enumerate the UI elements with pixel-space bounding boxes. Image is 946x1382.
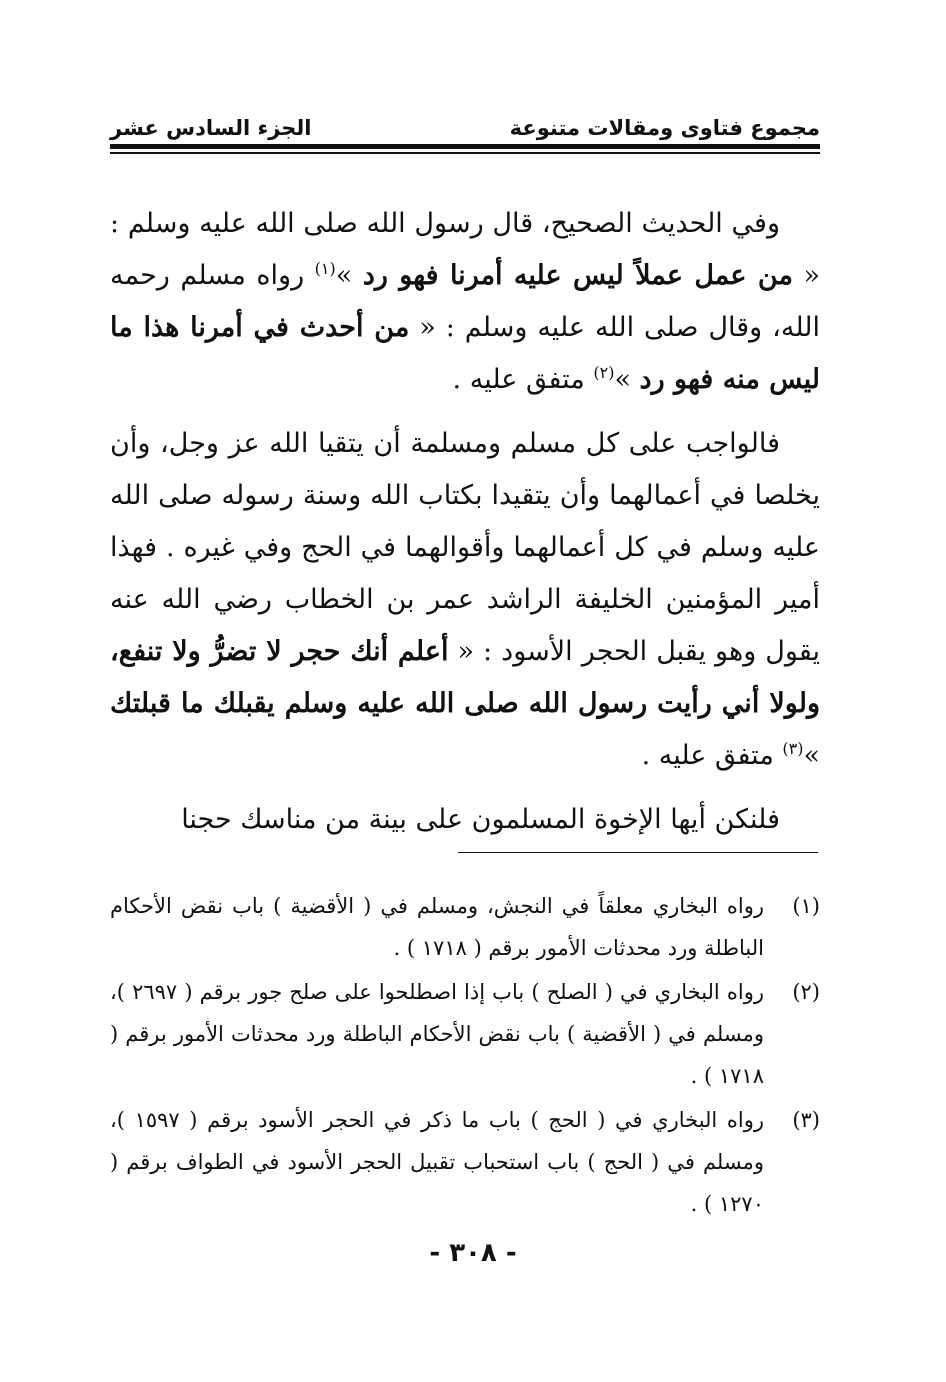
footnote-ref-3: (٣) bbox=[782, 739, 804, 758]
footnote-item bbox=[110, 885, 820, 969]
hadith-quote-2: من أحدث في أمرنا هذا ما ليس منه فهو رد bbox=[110, 312, 820, 395]
p1-text-a: وفي الحديث الصحيح، قال رسول الله صلى الله عليه وسلم : « bbox=[110, 208, 820, 291]
running-header bbox=[110, 104, 820, 140]
header-rule-thick bbox=[110, 144, 820, 149]
footnote-item bbox=[110, 1099, 820, 1225]
paragraph-1 bbox=[110, 198, 820, 406]
volume-label: الجزء السادس عشر bbox=[110, 116, 312, 140]
paragraph-2 bbox=[110, 418, 820, 782]
footnote-text: رواه البخاري في ( الصلح ) باب إذا اصطلحوا على صلح جور برقم ( ٢٦٩٧ )، ومسلم في ( الأقضية ) باب نقض الأحكام الباطلة ورد محدثات الأمور برقم ( ١٧١٨ ) . bbox=[110, 980, 764, 1088]
p1-text-c: » bbox=[335, 260, 363, 291]
footnote-ref-1: (١) bbox=[314, 259, 336, 278]
hadith-quote-1: من عمل عملاً ليس عليه أمرنا فهو رد bbox=[362, 260, 793, 291]
p1-text-g: متفق عليه . bbox=[452, 364, 594, 395]
footnote-text: رواه البخاري معلقاً في النجش، ومسلم في ( الأقضية ) باب نقض الأحكام الباطلة ورد محدثات الأمور برقم ( ١٧١٨ ) . bbox=[110, 894, 764, 960]
p2-text-a: فالواجب على كل مسلم ومسلمة أن يتقيا الله عز وجل، وأن يخلصا في أعمالهما وأن يتقيدا بكتاب الله وسنة رسوله صلى الله عليه وسلم في كل أعمالهما وأقوالهما في الحج وفي غيره . فهذا أمير المؤمنين الخليفة الراشد عمر بن الخطاب رضي الله عنه يقول وهو يقبل الحجر الأسود : « bbox=[110, 428, 821, 667]
footnotes bbox=[110, 885, 820, 1227]
p2-text-c: » bbox=[803, 740, 820, 771]
p2-text-d: متفق عليه . bbox=[641, 740, 783, 771]
paragraph-3: فلنكن أيها الإخوة المسلمون على بينة من مناسك حجنا bbox=[181, 804, 780, 835]
footnote-separator bbox=[458, 852, 818, 853]
footnote-text: رواه البخاري في ( الحج ) باب ما ذكر في الحجر الأسود برقم ( ١٥٩٧ )، ومسلم في ( الحج ) باب استحباب تقبيل الحجر الأسود في الطواف برقم ( ١٢٧٠ ) . bbox=[110, 1108, 764, 1216]
footnote-item bbox=[110, 971, 820, 1097]
footnote-number: (٣) bbox=[792, 1108, 820, 1132]
footnote-number: (٢) bbox=[792, 980, 820, 1004]
footnote-ref-2: (٢) bbox=[593, 363, 615, 382]
book-title: مجموع فتاوى ومقالات متنوعة bbox=[509, 116, 820, 140]
page-number: - ٣٠٨ - bbox=[429, 1238, 517, 1268]
hadith-quote-3: أعلم أنك حجر لا تضرُّ ولا تنفع، ولولا أني رأيت رسول الله صلى الله عليه وسلم يقبلك ما قبلتك bbox=[110, 636, 820, 719]
p1-text-f: » bbox=[614, 364, 640, 395]
footnote-number: (١) bbox=[792, 894, 820, 918]
p1-text-d: رواه مسلم رحمه الله، وقال صلى الله عليه وسلم : « bbox=[110, 260, 820, 343]
header-rule-thin bbox=[110, 152, 820, 154]
main-text bbox=[110, 198, 820, 858]
